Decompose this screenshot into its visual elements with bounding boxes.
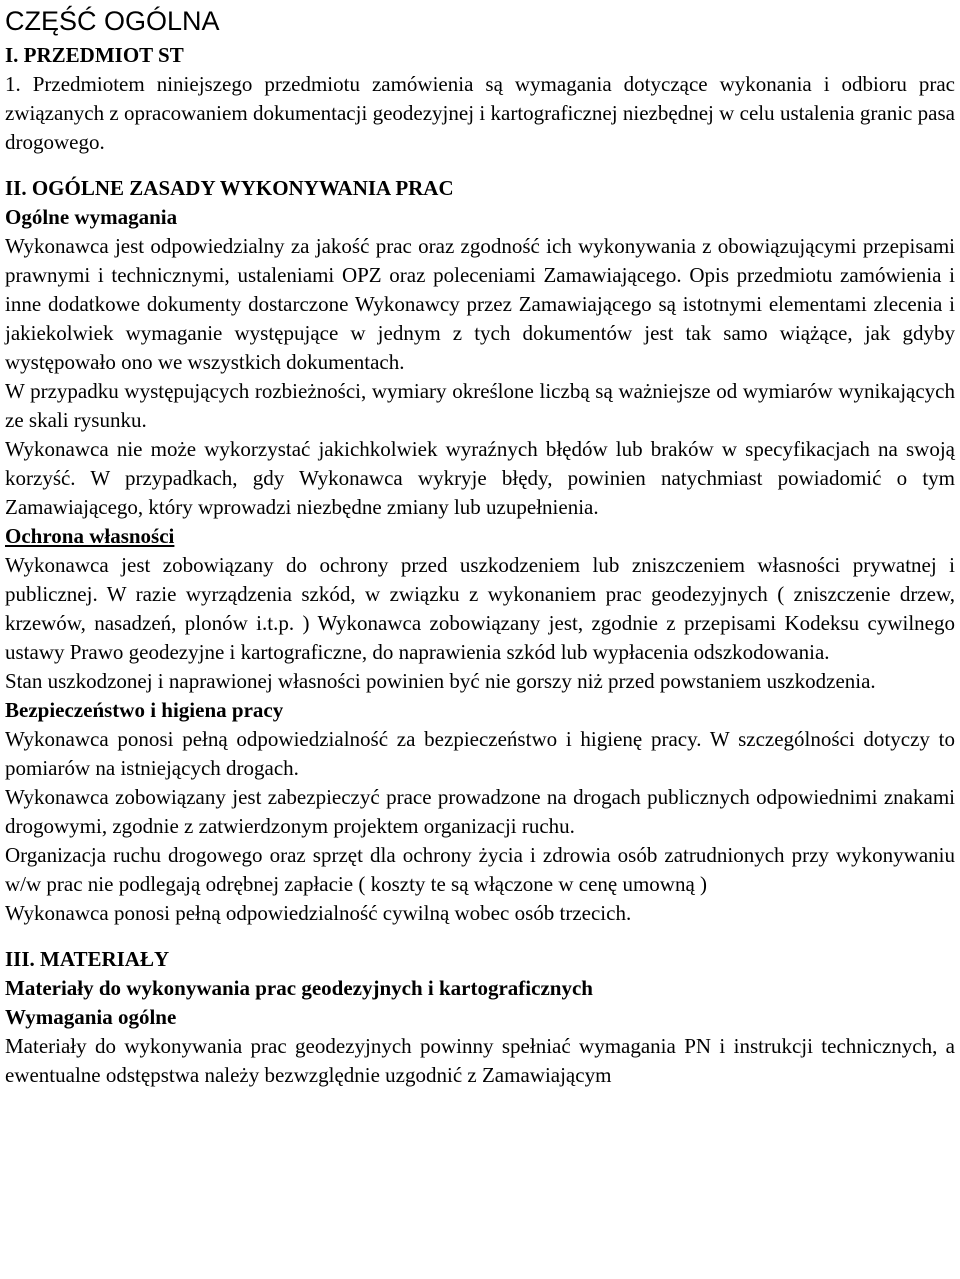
general-requirements-paragraph-2: W przypadku występujących rozbieżności, wymiary określone liczbą są ważniejsze od wymiarów wynikających ze skali rysunku. xyxy=(5,379,955,432)
document-page xyxy=(5,0,955,1090)
section-1 xyxy=(5,41,955,157)
section-1-paragraph-1: 1. Przedmiotem niniejszego przedmiotu zamówienia są wymagania dotyczące wykonania i odbioru prac związanych z opracowaniem dokumentacji geodezyjnej i kartograficznej niezbędnej w celu ustalenia granic pasa drogowego. xyxy=(5,72,955,154)
section-1-heading: I. PRZEDMIOT ST xyxy=(5,43,184,67)
safety-heading: Bezpieczeństwo i higiena pracy xyxy=(5,698,284,722)
spacer xyxy=(5,928,955,945)
general-requirements-paragraph-3: Wykonawca nie może wykorzystać jakichkolwiek wyraźnych błędów lub braków w specyfikacjach na swoją korzyść. W przypadkach, gdy Wykonawca wykryje błędy, powinien natychmiast powiadomić o tym Zamawiającego, który wprowadzi niezbędne zmiany lub uzupełnienia. xyxy=(5,437,955,519)
spacer xyxy=(5,157,955,174)
materials-general-heading: Wymagania ogólne xyxy=(5,1005,177,1029)
property-protection-paragraph-1: Wykonawca jest zobowiązany do ochrony przed uszkodzeniem lub zniszczeniem własności prywatnej i publicznej. W razie wyrządzenia szkód, w związku z wykonaniem prac geodezyjnych ( zniszczenie drzew, krzewów, nasadzeń, plonów i.t.p. ) Wykonawca zobowiązany jest, zgodnie z przepisami Kodeksu cywilnego ustawy Prawo geodezyjne i kartograficzne, do naprawienia szkód lub wypłacenia odszkodowania. xyxy=(5,553,955,664)
safety-paragraph-2: Wykonawca zobowiązany jest zabezpieczyć prace prowadzone na drogach publicznych odpowiednimi znakami drogowymi, zgodnie z zatwierdzonym projektem organizacji ruchu. xyxy=(5,785,955,838)
safety-paragraph-4: Wykonawca ponosi pełną odpowiedzialność cywilną wobec osób trzecich. xyxy=(5,901,632,925)
section-2-heading: II. OGÓLNE ZASADY WYKONYWANIA PRAC xyxy=(5,176,454,200)
general-requirements-heading: Ogólne wymagania xyxy=(5,205,178,229)
property-protection-heading: Ochrona własności xyxy=(5,524,175,548)
document-title: CZĘŚĆ OGÓLNA xyxy=(5,6,220,36)
safety-paragraph-1: Wykonawca ponosi pełną odpowiedzialność za bezpieczeństwo i higienę pracy. W szczególności dotyczy to pomiarów na istniejących drogach. xyxy=(5,727,955,780)
general-requirements-paragraph-1: Wykonawca jest odpowiedzialny za jakość prac oraz zgodność ich wykonywania z obowiązującymi przepisami prawnymi i technicznymi, ustaleniami OPZ oraz poleceniami Zamawiającego. Opis przedmiotu zamówienia i inne dodatkowe dokumenty dostarczone Wykonawcy przez Zamawiającego są istotnymi elementami zlecenia i jakiekolwiek wymaganie występujące w jednym z tych dokumentów jest tak samo wiążące, jak gdyby występowało ono we wszystkich dokumentach. xyxy=(5,234,955,374)
section-2 xyxy=(5,174,955,928)
safety-paragraph-3: Organizacja ruchu drogowego oraz sprzęt dla ochrony życia i zdrowia osób zatrudnionych przy wykonywaniu w/w prac nie podlegają odrębnej zapłacie ( koszty te są włączone w cenę umowną ) xyxy=(5,843,955,896)
materials-subheading: Materiały do wykonywania prac geodezyjnych i kartograficznych xyxy=(5,976,593,1000)
section-3-heading: III. MATERIAŁY xyxy=(5,947,170,971)
property-protection-paragraph-2: Stan uszkodzonej i naprawionej własności powinien być nie gorszy niż przed powstaniem uszkodzenia. xyxy=(5,669,876,693)
materials-general-paragraph-1: Materiały do wykonywania prac geodezyjnych powinny spełniać wymagania PN i instrukcji technicznych, a ewentualne odstępstwa należy bezwzględnie uzgodnić z Zamawiającym xyxy=(5,1034,955,1087)
section-3 xyxy=(5,945,955,1090)
